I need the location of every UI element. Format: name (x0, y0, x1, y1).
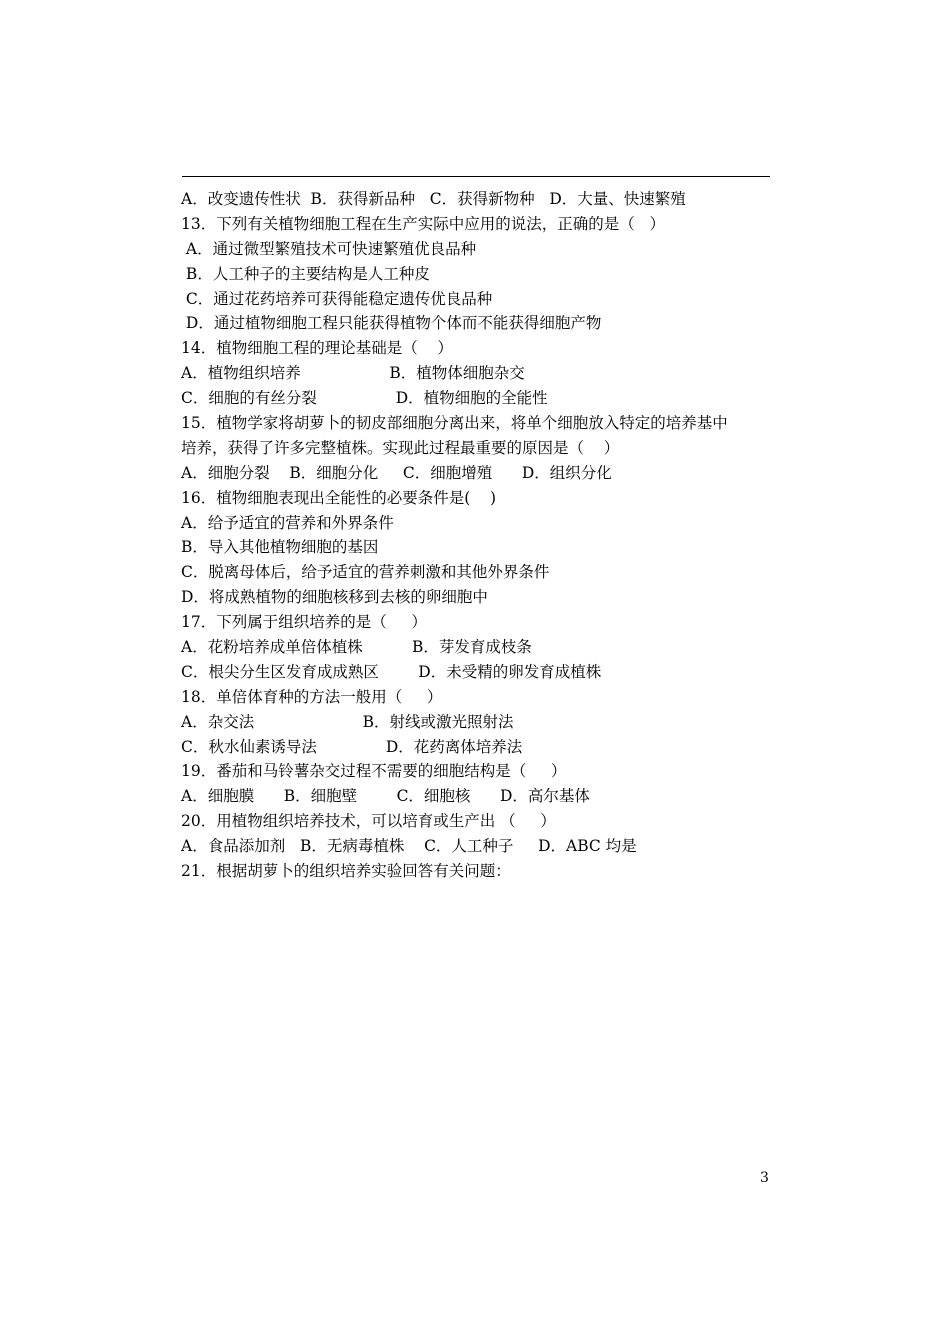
option-line: A．杂交法 B．射线或激光照射法 (181, 712, 514, 731)
option-line: D．通过植物细胞工程只能获得植物个体而不能获得细胞产物 (181, 314, 602, 333)
question-19: 19．番茄和马铃薯杂交过程不需要的细胞结构是（ ） (181, 762, 567, 781)
option-line: C．根尖分生区发育成成熟区 D．未受精的卵发育成植株 (181, 662, 602, 681)
option-line: A．细胞膜 B．细胞壁 C．细胞核 D．高尔基体 (181, 787, 590, 806)
option-line: B．导入其他植物细胞的基因 (181, 538, 379, 557)
question-18: 18．单倍体育种的方法一般用（ ） (181, 687, 443, 706)
option-line: A．通过微型繁殖技术可快速繁殖优良品种 (181, 239, 477, 258)
question-17: 17．下列属于组织培养的是（ ） (181, 613, 427, 632)
option-line: A．植物组织培养 B．植物体细胞杂交 (181, 364, 525, 383)
option-line: C．秋水仙素诱导法 D．花药离体培养法 (181, 737, 523, 756)
option-line: B．人工种子的主要结构是人工种皮 (181, 264, 430, 283)
option-line: A．花粉培养成单倍体植株 B．芽发育成枝条 (181, 638, 532, 657)
question-list (181, 187, 781, 884)
option-line: C．细胞的有丝分裂 D．植物细胞的全能性 (181, 389, 548, 408)
option-line: A．给予适宜的营养和外界条件 (181, 513, 394, 532)
page-number: 3 (760, 1170, 769, 1186)
option-line: C．脱离母体后，给予适宜的营养刺激和其他外界条件 (181, 563, 550, 582)
question-15: 15．植物学家将胡萝卜的韧皮部细胞分离出来，将单个细胞放入特定的培养基中 (181, 414, 728, 433)
question-21: 21．根据胡萝卜的组织培养实验回答有关问题： (181, 862, 511, 881)
question-15-cont: 培养，获得了许多完整植株。实现此过程最重要的原因是（ ） (181, 438, 620, 457)
question-20: 20．用植物组织培养技术，可以培育或生产出 （ ） (181, 812, 556, 831)
question-14: 14．植物细胞工程的理论基础是（ ） (181, 339, 453, 358)
text-line: A．改变遗传性状 B．获得新品种 C．获得新物种 D．大量、快速繁殖 (181, 190, 686, 208)
question-16: 16．植物细胞表现出全能性的必要条件是( ) (181, 488, 497, 507)
header-rule (182, 176, 770, 177)
option-line: C．通过花药培养可获得能稳定遗传优良品种 (181, 289, 493, 308)
option-line: D．将成熟植物的细胞核移到去核的卵细胞中 (181, 588, 488, 607)
option-line: A．食品添加剂 B．无病毒植株 C．人工种子 D．ABC 均是 (181, 837, 637, 856)
option-line: A．细胞分裂 B．细胞分化 C．细胞增殖 D．组织分化 (181, 463, 612, 482)
question-13: 13．下列有关植物细胞工程在生产实际中应用的说法，正确的是（ ） (181, 214, 666, 233)
